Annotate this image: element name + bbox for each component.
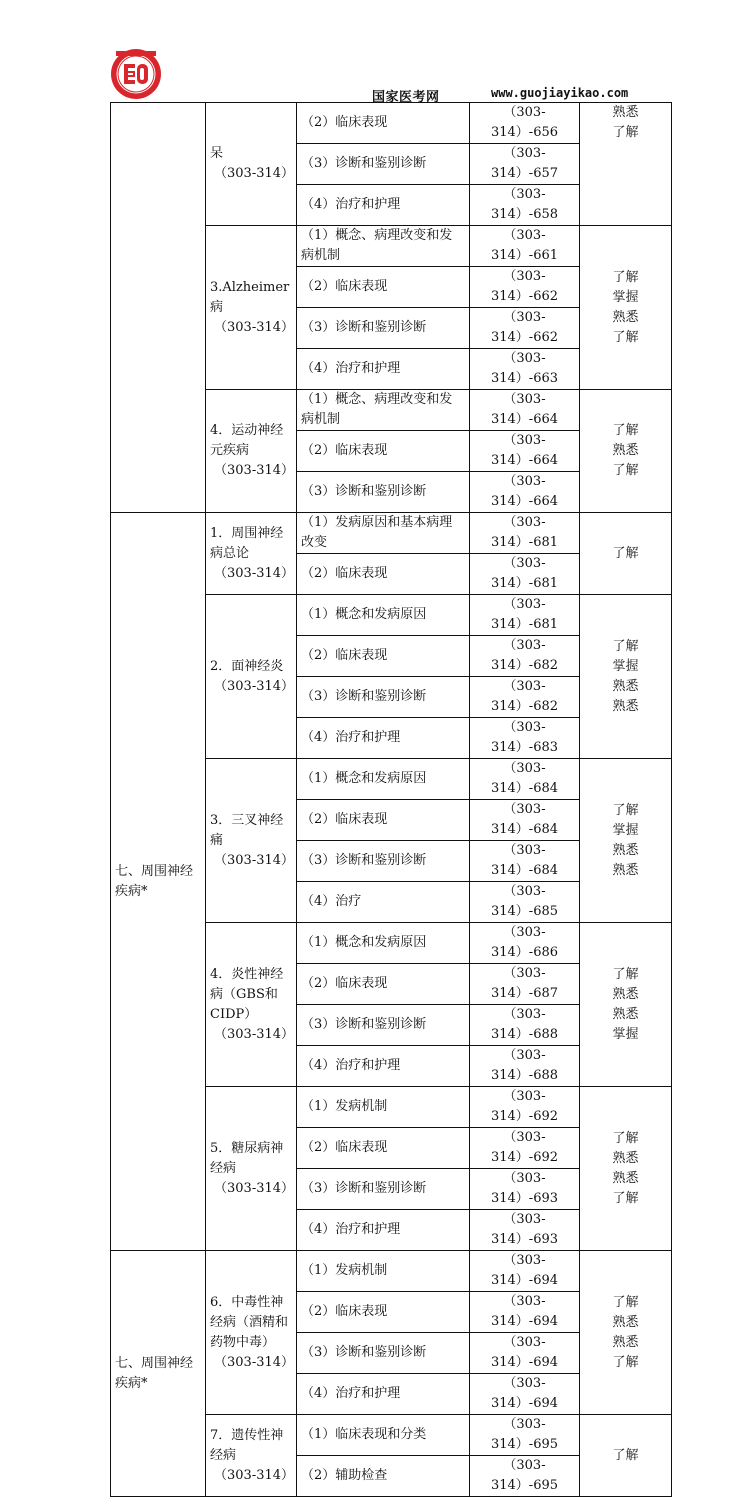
- knowledge-point-cell: （3）诊断和鉴别诊断: [297, 308, 470, 349]
- unit-name-line: （303-314）: [214, 166, 295, 181]
- reference-code-cell: （303-314）-658: [470, 185, 580, 226]
- requirement-cell: [580, 103, 672, 226]
- requirement-cell: [580, 390, 672, 513]
- reference-code-cell: （303-314）-657: [470, 144, 580, 185]
- reference-code-cell: （303-314）-694: [470, 1251, 580, 1292]
- reference-code-cell: （303-314）-661: [470, 226, 580, 267]
- knowledge-point-cell: （2）临床表现: [297, 554, 470, 595]
- reference-code-cell: （303-314）-662: [470, 267, 580, 308]
- reference-code-cell: （303-314）-683: [470, 718, 580, 759]
- requirement-level: 熟悉: [612, 309, 639, 325]
- requirement-level: 熟悉: [612, 1334, 639, 1350]
- knowledge-point-cell: （3）诊断和鉴别诊断: [297, 677, 470, 718]
- reference-code-cell: （303-314）-693: [470, 1169, 580, 1210]
- knowledge-point-cell: （1）发病机制: [297, 1251, 470, 1292]
- requirement-level: 了解: [612, 329, 639, 345]
- chapter-cell: [111, 103, 206, 513]
- requirement-level: 熟悉: [612, 105, 639, 120]
- unit-name-line: 经病（酒精和: [210, 1314, 289, 1330]
- syllabus-table: [110, 102, 672, 1497]
- reference-code-cell: （303-314）-684: [470, 841, 580, 882]
- requirement-level: 熟悉: [612, 443, 639, 458]
- reference-code-cell: （303-314）-687: [470, 964, 580, 1005]
- unit-name-line: 4．运动神经: [210, 423, 284, 438]
- requirement-level: 了解: [612, 966, 639, 982]
- requirement-level: 熟悉: [612, 842, 639, 858]
- reference-code-cell: （303-314）-682: [470, 677, 580, 718]
- unit-name-line: 3．三叉神经: [210, 812, 284, 828]
- chapter-cell: 七、周围神经疾病*: [111, 513, 206, 1251]
- unit-cell: [206, 1087, 297, 1251]
- unit-name-line: 6．中毒性神: [210, 1294, 284, 1310]
- knowledge-point-cell: （3）诊断和鉴别诊断: [297, 1333, 470, 1374]
- unit-name-line: 呆: [210, 146, 224, 161]
- unit-name-line: （303-314）: [214, 852, 295, 868]
- knowledge-point-cell: （2）临床表现: [297, 964, 470, 1005]
- reference-code-cell: （303-314）-685: [470, 882, 580, 923]
- knowledge-point-cell: （4）治疗和护理: [297, 718, 470, 759]
- knowledge-point-cell: （1）概念和发病原因: [297, 595, 470, 636]
- knowledge-point-cell: （4）治疗: [297, 882, 470, 923]
- knowledge-point-cell: （2）临床表现: [297, 1292, 470, 1333]
- knowledge-point-cell: （3）诊断和鉴别诊断: [297, 1005, 470, 1046]
- requirement-level: 了解: [612, 269, 639, 285]
- requirement-level: 了解: [612, 638, 639, 654]
- unit-name-line: 3.Alzheimer: [210, 279, 290, 295]
- reference-code-cell: （303-314）-664: [470, 390, 580, 431]
- unit-name-line: 病（GBS和: [210, 986, 278, 1002]
- requirement-level: 掌握: [612, 1026, 639, 1042]
- requirement-cell: [580, 759, 672, 923]
- reference-code-cell: （303-314）-692: [470, 1128, 580, 1169]
- unit-name-line: （303-314）: [214, 463, 295, 478]
- reference-code-cell: （303-314）-664: [470, 472, 580, 513]
- unit-name-line: 4．炎性神经: [210, 966, 284, 982]
- unit-name-line: 病: [210, 299, 224, 315]
- chapter-cell: 七、周围神经疾病*: [111, 1251, 206, 1497]
- page-header: [0, 0, 752, 104]
- reference-code-cell: （303-314）-681: [470, 595, 580, 636]
- knowledge-point-cell: （4）治疗和护理: [297, 185, 470, 226]
- reference-code-cell: （303-314）-692: [470, 1087, 580, 1128]
- unit-name-line: （303-314）: [214, 1354, 295, 1370]
- unit-name-line: 7．遗传性神: [210, 1427, 284, 1443]
- requirement-level: 了解: [612, 1190, 639, 1206]
- knowledge-point-cell: （1）概念、病理改变和发病机制: [297, 390, 470, 431]
- knowledge-point-cell: （1）概念和发病原因: [297, 923, 470, 964]
- requirement-level: 熟悉: [612, 698, 639, 714]
- knowledge-point-cell: （3）诊断和鉴别诊断: [297, 144, 470, 185]
- requirement-cell: [580, 595, 672, 759]
- unit-name-line: （303-314）: [214, 678, 295, 694]
- knowledge-point-cell: （2）临床表现: [297, 267, 470, 308]
- reference-code-cell: （303-314）-694: [470, 1333, 580, 1374]
- unit-cell: [206, 390, 297, 513]
- unit-name-line: （303-314）: [214, 565, 295, 581]
- table-row: [111, 1251, 672, 1292]
- unit-name-line: 痛: [210, 832, 224, 848]
- reference-code-cell: （303-314）-688: [470, 1046, 580, 1087]
- reference-code-cell: （303-314）-682: [470, 636, 580, 677]
- reference-code-cell: （303-314）-695: [470, 1456, 580, 1497]
- knowledge-point-cell: （2）辅助检查: [297, 1456, 470, 1497]
- unit-name-line: 5．糖尿病神: [210, 1140, 284, 1156]
- knowledge-point-cell: （2）临床表现: [297, 1128, 470, 1169]
- requirement-level: 掌握: [612, 658, 639, 674]
- knowledge-point-cell: （3）诊断和鉴别诊断: [297, 472, 470, 513]
- knowledge-point-cell: （1）概念、病理改变和发病机制: [297, 226, 470, 267]
- reference-code-cell: （303-314）-684: [470, 800, 580, 841]
- requirement-level: 熟悉: [612, 1006, 639, 1022]
- knowledge-point-cell: （1）临床表现和分类: [297, 1415, 470, 1456]
- reference-code-cell: （303-314）-662: [470, 308, 580, 349]
- requirement-level: 熟悉: [612, 986, 639, 1002]
- reference-code-cell: （303-314）-688: [470, 1005, 580, 1046]
- unit-name-line: （303-314）: [214, 1026, 295, 1042]
- unit-name-line: （303-314）: [214, 1467, 295, 1483]
- requirement-level: 了解: [612, 1354, 639, 1370]
- requirement-level: 了解: [612, 1294, 639, 1310]
- unit-name-line: 药物中毒）: [210, 1334, 276, 1350]
- requirement-level: 熟悉: [612, 678, 639, 694]
- requirement-level: 了解: [612, 1447, 639, 1463]
- unit-name-line: 元疾病: [210, 443, 250, 458]
- unit-cell: [206, 923, 297, 1087]
- knowledge-point-cell: （1）概念和发病原因: [297, 759, 470, 800]
- requirement-level: 了解: [612, 802, 639, 818]
- requirement-level: 掌握: [612, 289, 639, 305]
- unit-cell: [206, 1251, 297, 1415]
- unit-name-line: 1．周围神经: [210, 525, 284, 541]
- requirement-level: 了解: [612, 125, 639, 140]
- unit-name-line: （303-314）: [214, 1180, 295, 1196]
- knowledge-point-cell: （4）治疗和护理: [297, 349, 470, 390]
- reference-code-cell: （303-314）-681: [470, 513, 580, 554]
- requirement-level: 了解: [612, 423, 639, 438]
- unit-cell: [206, 759, 297, 923]
- knowledge-point-cell: （1）发病机制: [297, 1087, 470, 1128]
- knowledge-point-cell: （4）治疗和护理: [297, 1374, 470, 1415]
- requirement-level: 熟悉: [612, 1150, 639, 1166]
- reference-code-cell: （303-314）-664: [470, 431, 580, 472]
- unit-cell: [206, 1415, 297, 1497]
- unit-cell: [206, 595, 297, 759]
- knowledge-point-cell: （1）发病原因和基本病理改变: [297, 513, 470, 554]
- table-row: [111, 103, 672, 144]
- reference-code-cell: （303-314）-684: [470, 759, 580, 800]
- requirement-level: 熟悉: [612, 1170, 639, 1186]
- reference-code-cell: （303-314）-695: [470, 1415, 580, 1456]
- unit-cell: [206, 226, 297, 390]
- reference-code-cell: （303-314）-663: [470, 349, 580, 390]
- knowledge-point-cell: （4）治疗和护理: [297, 1046, 470, 1087]
- unit-name-line: 病总论: [210, 545, 250, 561]
- site-url: www.guojiayikao.com: [491, 86, 629, 100]
- reference-code-cell: （303-314）-694: [470, 1374, 580, 1415]
- reference-code-cell: （303-314）-694: [470, 1292, 580, 1333]
- requirement-cell: [580, 923, 672, 1087]
- unit-cell: [206, 513, 297, 595]
- requirement-level: 了解: [612, 463, 639, 478]
- requirement-cell: [580, 1415, 672, 1497]
- requirement-cell: [580, 1087, 672, 1251]
- unit-name-line: CIDP）: [210, 1006, 258, 1022]
- requirement-level: 了解: [612, 545, 639, 561]
- reference-code-cell: （303-314）-681: [470, 554, 580, 595]
- unit-name-line: （303-314）: [214, 319, 295, 335]
- unit-name-line: 经病: [210, 1160, 237, 1176]
- knowledge-point-cell: （2）临床表现: [297, 636, 470, 677]
- unit-name-line: 经病: [210, 1447, 237, 1463]
- knowledge-point-cell: （3）诊断和鉴别诊断: [297, 841, 470, 882]
- requirement-level: 熟悉: [612, 1314, 639, 1330]
- unit-name-line: 2．面神经炎: [210, 658, 284, 674]
- knowledge-point-cell: （2）临床表现: [297, 431, 470, 472]
- requirement-cell: [580, 226, 672, 390]
- requirement-cell: [580, 513, 672, 595]
- knowledge-point-cell: （2）临床表现: [297, 800, 470, 841]
- table-row: [111, 513, 672, 554]
- reference-code-cell: （303-314）-693: [470, 1210, 580, 1251]
- knowledge-point-cell: （2）临床表现: [297, 103, 470, 144]
- exam-seal-logo-icon: [110, 48, 162, 100]
- reference-code-cell: （303-314）-656: [470, 103, 580, 144]
- reference-code-cell: （303-314）-686: [470, 923, 580, 964]
- requirement-level: 掌握: [612, 822, 639, 838]
- knowledge-point-cell: （4）治疗和护理: [297, 1210, 470, 1251]
- requirement-cell: [580, 1251, 672, 1415]
- requirement-level: 了解: [612, 1130, 639, 1146]
- unit-cell: [206, 103, 297, 226]
- site-name: 国家医考网: [372, 90, 440, 105]
- requirement-level: 熟悉: [612, 862, 639, 878]
- knowledge-point-cell: （3）诊断和鉴别诊断: [297, 1169, 470, 1210]
